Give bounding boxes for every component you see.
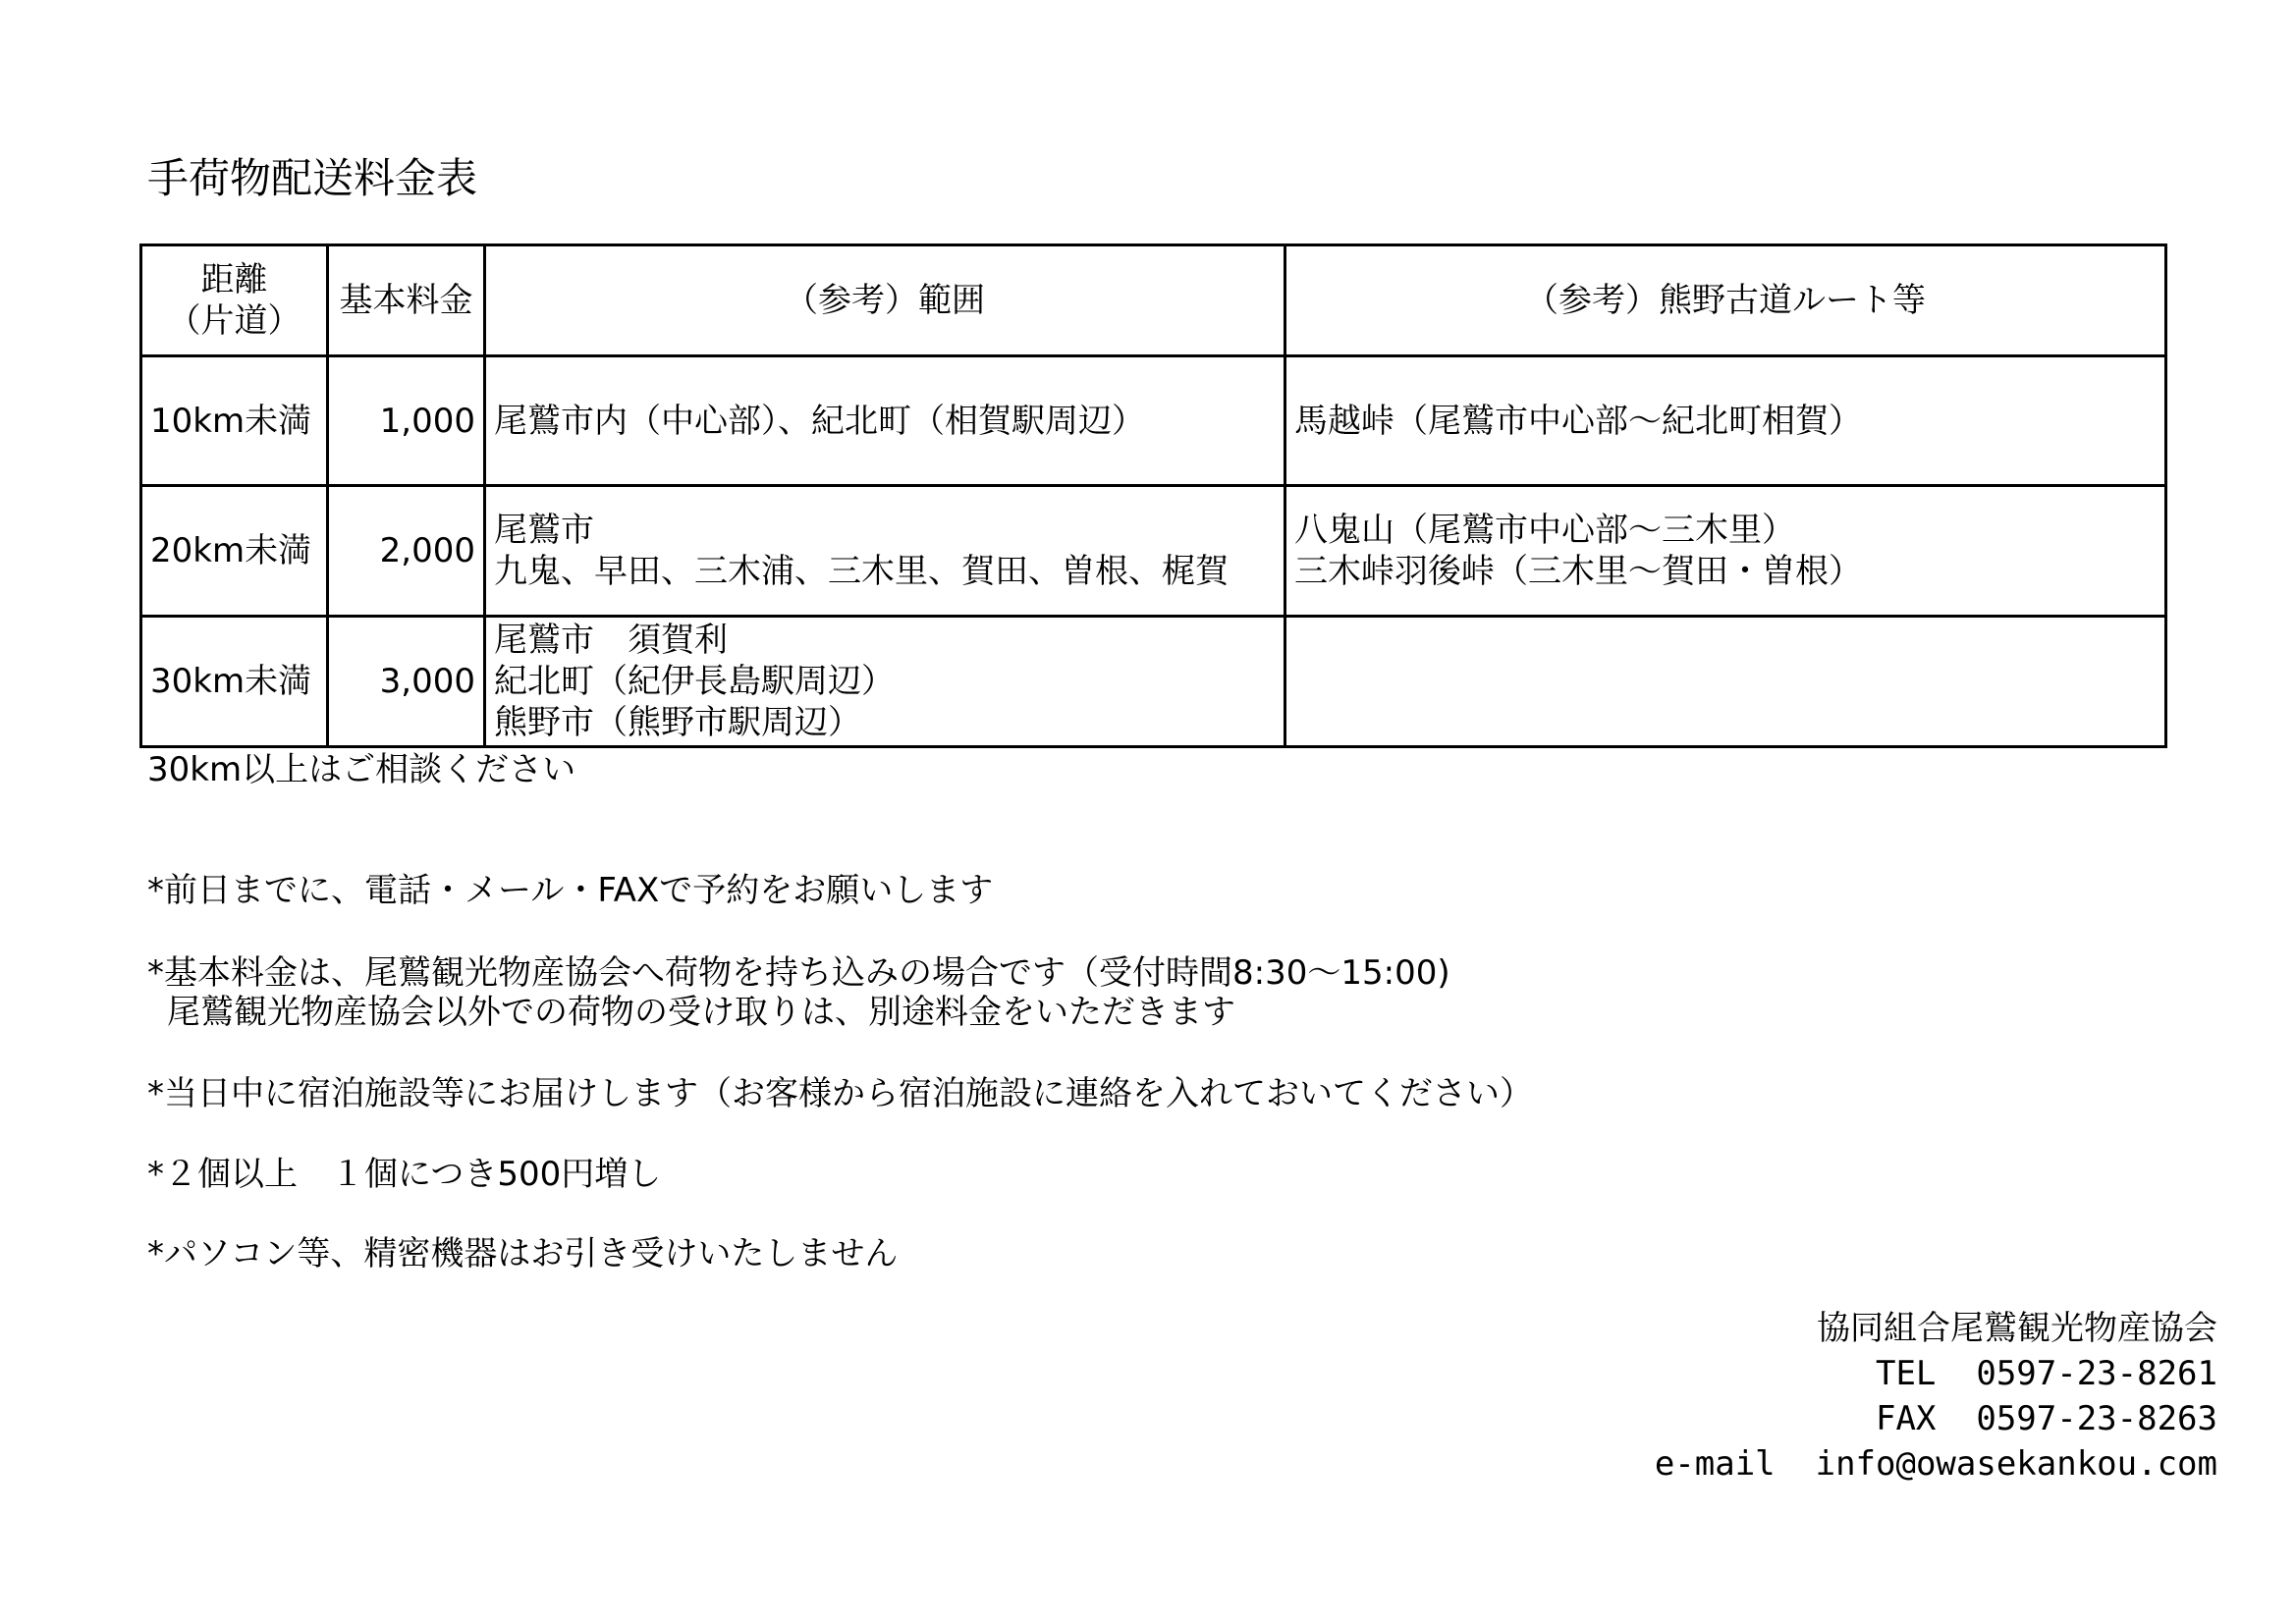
note-other-pickup: 尾鷲観光物産協会以外での荷物の受け取りは、別途料金をいただきます: [167, 993, 1235, 1032]
row-area: [485, 617, 1285, 747]
route-line: 八鬼山（尾鷲市中心部～三木里）: [1294, 511, 1795, 550]
email-address[interactable]: info@owasekankou.com: [1815, 1444, 2217, 1484]
header-distance-line2: （片道）: [167, 301, 301, 341]
contact-fax: [1655, 1396, 2217, 1441]
contact-org: 協同組合尾鷲観光物産協会: [1817, 1309, 2217, 1348]
header-route: （参考）熊野古道ルート等: [1285, 245, 2166, 356]
row-fee: 2,000: [328, 486, 485, 617]
row-distance: 30km未満: [141, 617, 328, 747]
contact-block: [1655, 1306, 2217, 1487]
header-distance-line1: 距離: [200, 260, 268, 299]
table-row: [141, 356, 2166, 486]
note-same-day-delivery: *当日中に宿泊施設等にお届けします（お客様から宿泊施設に連絡を入れておいてください）: [147, 1074, 1533, 1113]
row-area: [485, 356, 1285, 486]
note-extra-items: *２個以上 １個につき500円増し: [147, 1155, 662, 1194]
area-line: 尾鷲市 須賀利: [494, 621, 728, 660]
note-basic-fee: *基本料金は、尾鷲観光物産協会へ荷物を持ち込みの場合です（受付時間8:30～15:00): [147, 953, 1450, 993]
header-fee: 基本料金: [328, 245, 485, 356]
route-line: 三木峠羽後峠（三木里～賀田・曽根）: [1294, 552, 1862, 591]
row-distance: 10km未満: [141, 356, 328, 486]
fax-label: FAX: [1875, 1399, 1937, 1438]
rate-table: [139, 244, 2167, 748]
row-route: [1285, 486, 2166, 617]
table-row: [141, 617, 2166, 747]
row-route: [1285, 617, 2166, 747]
table-row: [141, 486, 2166, 617]
area-line: 熊野市（熊野市駅周辺）: [494, 703, 861, 742]
contact-tel: [1655, 1351, 2217, 1396]
row-fee: 1,000: [328, 356, 485, 486]
route-line: 馬越峠（尾鷲市中心部～紀北町相賀）: [1294, 401, 1862, 441]
header-area: （参考）範囲: [485, 245, 1285, 356]
table-header-row: [141, 245, 2166, 356]
note-reservation: *前日までに、電話・メール・FAXで予約をお願いします: [147, 871, 994, 910]
tel-label: TEL: [1875, 1354, 1937, 1393]
header-distance: [141, 245, 328, 356]
email-label: e-mail: [1654, 1444, 1776, 1484]
area-line: 尾鷲市: [494, 511, 594, 550]
over-30km-note: 30km以上はご相談ください: [147, 750, 576, 789]
row-fee: 3,000: [328, 617, 485, 747]
page-title: 手荷物配送料金表: [147, 154, 478, 202]
area-line: 九鬼、早田、三木浦、三木里、賀田、曽根、梶賀: [494, 552, 1229, 591]
fax-number: 0597-23-8263: [1976, 1399, 2217, 1438]
row-area: [485, 486, 1285, 617]
row-route: [1285, 356, 2166, 486]
area-line: 尾鷲市内（中心部）、紀北町（相賀駅周辺）: [494, 401, 1145, 441]
contact-email: [1655, 1441, 2217, 1487]
row-distance: 20km未満: [141, 486, 328, 617]
note-no-precision-devices: *パソコン等、精密機器はお引き受けいたしません: [147, 1234, 899, 1273]
area-line: 紀北町（紀伊長島駅周辺）: [494, 662, 895, 701]
tel-number[interactable]: 0597-23-8261: [1976, 1354, 2217, 1393]
